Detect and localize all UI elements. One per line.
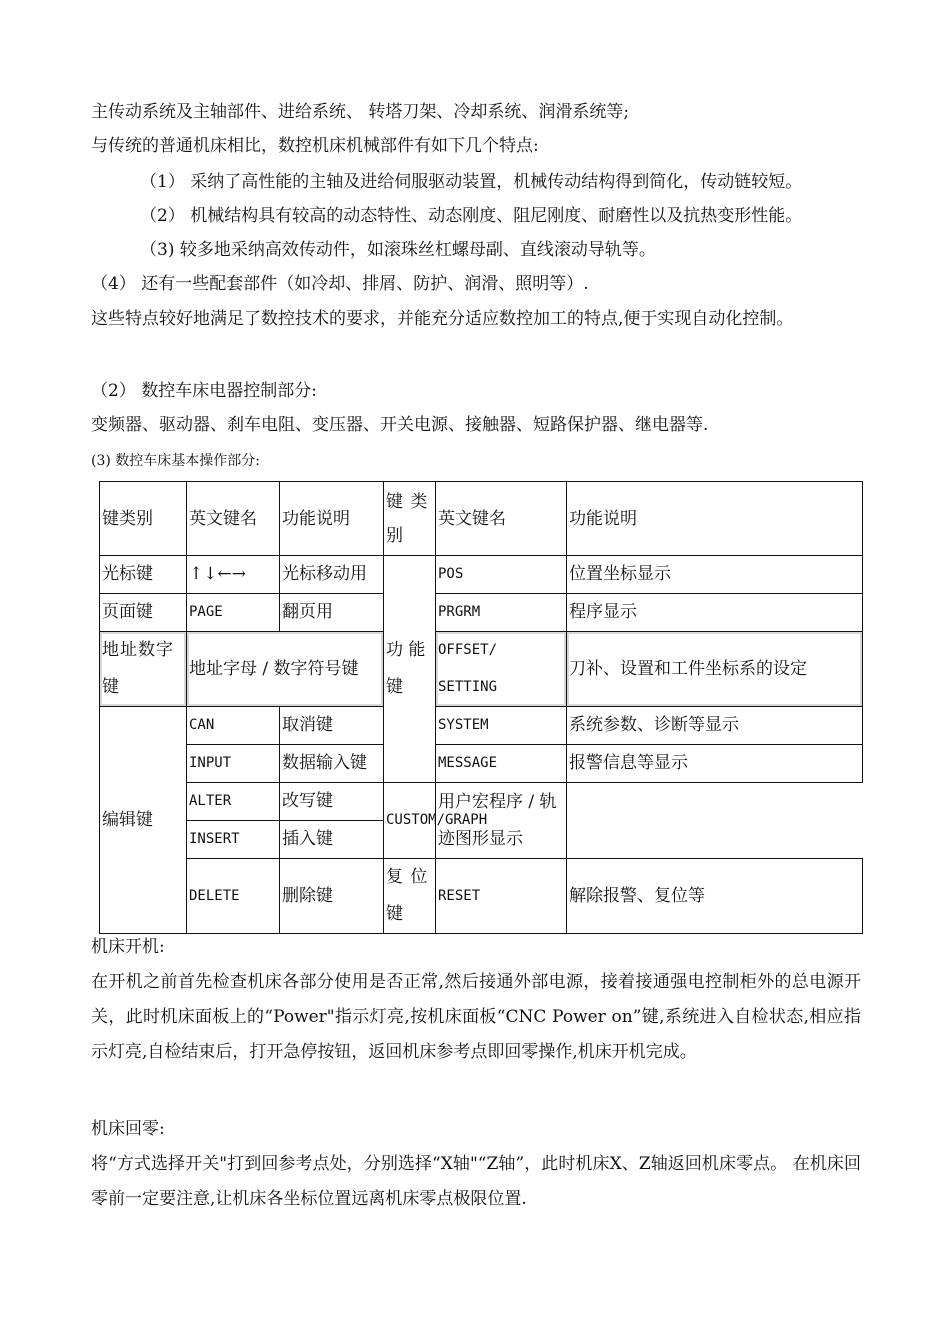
table-row [100, 783, 863, 821]
cell-key-name: CAN [187, 707, 280, 745]
section-heading-homing: 机床回零: [91, 1119, 165, 1139]
cell-key-name: ↑↓←→ [187, 556, 280, 594]
table-header-row [100, 482, 863, 556]
cell-description: 位置坐标显示 [567, 556, 863, 594]
header-cell: 功能说明 [280, 482, 384, 556]
cell-description: 改写键 [280, 783, 384, 821]
list-item-1: （1） 采纳了高性能的主轴及进给伺服驱动装置，机械传动结构得到简化，传动链较短。 [140, 172, 803, 192]
list-item-4: （4） 还有一些配套部件（如冷却、排屑、防护、润滑、照明等）. [91, 274, 589, 294]
header-cell: 键 类别 [384, 482, 436, 556]
cell-key-name: INSERT [187, 821, 280, 859]
cell-key-name: SYSTEM [436, 707, 567, 745]
cell-description: 程序显示 [567, 594, 863, 632]
cell-description: 翻页用 [280, 594, 384, 632]
cell-key-name: MESSAGE [436, 745, 567, 783]
cell-description: 删除键 [280, 859, 384, 934]
table-row [100, 594, 863, 632]
cell-key-name: RESET [436, 859, 567, 934]
cell-key-name: OFFSET/ SETTING [436, 632, 567, 707]
cell-function-category: 功 能键 [384, 556, 436, 783]
table-row [100, 859, 863, 934]
paragraph-summary: 这些特点较好地满足了数控技术的要求，并能充分适应数控加工的特点,便于实现自动化控制。 [91, 309, 794, 329]
cell-description: 插入键 [280, 821, 384, 859]
header-cell: 英文键名 [187, 482, 280, 556]
list-item-2: （2） 机械结构具有较高的动态特性、动态刚度、阻尼刚度、耐磨性以及抗热变形性能。 [140, 206, 803, 226]
list-item-3: （3) 较多地采纳高效传动件，如滚珠丝杠螺母副、直线滚动导轨等。 [140, 240, 656, 260]
section-heading-power-on: 机床开机: [91, 937, 165, 957]
cell-key-name: ALTER [187, 783, 280, 821]
cell-category: 地址数字键 [100, 632, 187, 707]
cell-key-name: 地址字母 / 数字符号键 [187, 632, 384, 707]
header-cell: 键类别 [100, 482, 187, 556]
cell-category: 编辑键 [100, 707, 187, 934]
cell-description: 取消键 [280, 707, 384, 745]
key-table [99, 481, 863, 934]
paragraph-components: 主传动系统及主轴部件、进给系统、 转塔刀架、冷却系统、润滑系统等; [91, 102, 630, 122]
cell-category: 光标键 [100, 556, 187, 594]
paragraph-intro: 与传统的普通机床相比，数控机床机械部件有如下几个特点: [91, 136, 539, 156]
cell-description: 刀补、设置和工件坐标系的设定 [567, 632, 863, 707]
table-row [100, 556, 863, 594]
cell-description: 用户宏程序 / 轨迹图形显示 [436, 783, 567, 859]
section-heading-electrical: （2） 数控车床电器控制部分: [91, 381, 317, 401]
table-row [100, 632, 863, 707]
cell-description: 数据输入键 [280, 745, 384, 783]
cell-description: 解除报警、复位等 [567, 859, 863, 934]
cell-key-name: PRGRM [436, 594, 567, 632]
cell-category: 页面键 [100, 594, 187, 632]
table-row [100, 707, 863, 745]
cell-key-name: DELETE [187, 859, 280, 934]
cell-key-name: INPUT [187, 745, 280, 783]
cell-description: 报警信息等显示 [567, 745, 863, 783]
paragraph-homing: 将“方式选择开关"打到回参考点处，分别选择“X轴"“Z轴”，此时机床X、Z轴返回机床零点。 在机床回零前一定要注意,让机床各坐标位置远离机床零点极限位置. [91, 1154, 861, 1209]
cell-key-name: POS [436, 556, 567, 594]
cell-description: 光标移动用 [280, 556, 384, 594]
cell-key-name: CUSTOM/GRAPH [384, 783, 436, 859]
paragraph-power-on: 在开机之前首先检查机床各部分使用是否正常,然后接通外部电源，接着接通强电控制柜外的总电源开关，此时机床面板上的“Power"指示灯亮,按机床面板“CNC Power on”键,系统进入自检状态,相应指示灯亮,自检结束后，打开急停按钮，返回机床参考点即回零操作,机床开机完成。 [91, 972, 861, 1062]
cell-description: 系统参数、诊断等显示 [567, 707, 863, 745]
cell-reset-category: 复 位键 [384, 859, 436, 934]
table-row [100, 745, 863, 783]
cell-key-name: PAGE [187, 594, 280, 632]
section-heading-operation: (3) 数控车床基本操作部分: [91, 453, 260, 469]
header-cell: 英文键名 [436, 482, 567, 556]
paragraph-electrical: 变频器、驱动器、刹车电阻、变压器、开关电源、接触器、短路保护器、继电器等. [91, 415, 709, 435]
header-cell: 功能说明 [567, 482, 863, 556]
